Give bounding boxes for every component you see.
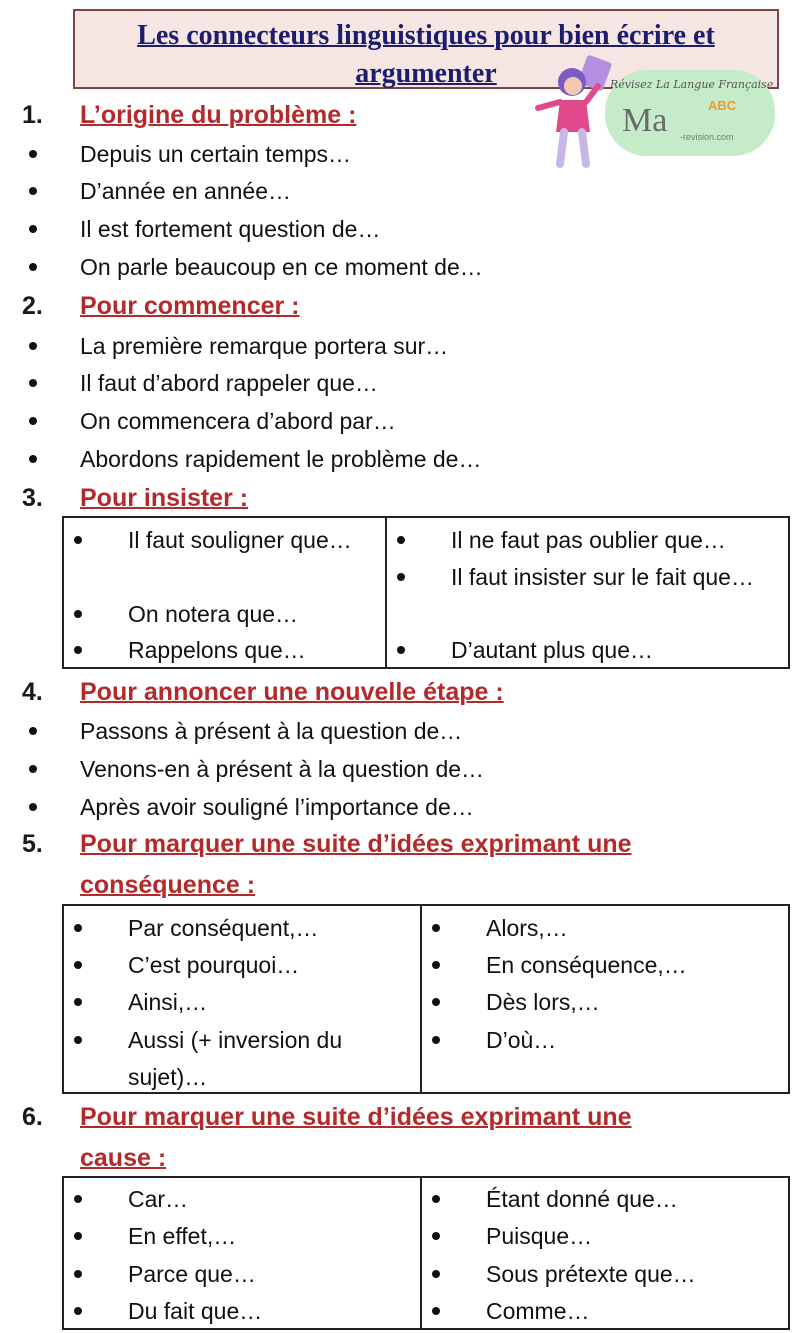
bullet-icon [432,1270,440,1278]
site-logo [530,52,785,170]
consequence-table [62,904,790,1094]
section-number: 5. [22,830,43,858]
logo-brand: Ma [622,102,668,139]
table-column-left: Il faut souligner que… On notera que… Rappelons que… [64,518,387,667]
logo-abc: ABC [708,98,737,113]
section-number: 2. [22,292,43,320]
section-title: Pour marquer une suite d’idées exprimant une [80,830,632,858]
table-column-right: Il ne faut pas oublier que… Il faut insister sur le fait que… D’autant plus que… [387,518,788,667]
bullet-icon [432,1232,440,1240]
bullet-icon [74,998,82,1006]
section-title: L’origine du problème : [80,101,357,129]
bullet-icon [432,1036,440,1044]
title-line-1: Les connecteurs linguistiques pour bien écrire et [137,20,715,51]
bullet-icon [74,536,82,544]
logo-tagline: Révisez La Langue Française [610,78,774,91]
bullet-icon [29,803,37,811]
bullet-icon [29,342,37,350]
section-title: Pour marquer une suite d’idées exprimant une [80,1103,632,1131]
insist-table [62,516,790,669]
bullet-icon [397,646,405,654]
table-column-right: Étant donné que… Puisque… Sous prétexte que… Comme… [422,1178,788,1328]
bullet-icon [29,263,37,271]
table-column-right: Alors,… En conséquence,… Dès lors,… D’où… [422,906,788,1092]
bullet-icon [74,1307,82,1315]
title-line-2: argumenter [355,58,497,89]
bullet-icon [432,1195,440,1203]
section-title: Pour insister : [80,484,249,512]
section-number: 4. [22,678,43,706]
bullet-icon [74,1195,82,1203]
section-title: Pour annoncer une nouvelle étape : [80,678,504,706]
bullet-icon [432,1307,440,1315]
table-column-left: Par conséquent,… C’est pourquoi… Ainsi,… Aussi (+ inversion du sujet)… [64,906,422,1092]
bullet-icon [29,455,37,463]
bullet-icon [29,225,37,233]
bullet-icon [74,1036,82,1044]
bullet-icon [74,1232,82,1240]
section-title: Pour commencer : [80,292,300,320]
bullet-icon [432,998,440,1006]
bullet-icon [29,150,37,158]
bullet-icon [397,536,405,544]
logo-domain: -revision.com [680,132,734,142]
bullet-icon [74,610,82,618]
bullet-icon [29,417,37,425]
bullet-icon [74,924,82,932]
bullet-icon [74,646,82,654]
bullet-icon [432,961,440,969]
bullet-icon [74,1270,82,1278]
table-column-left: Car… En effet,… Parce que… Du fait que… [64,1178,422,1328]
section-title: cause : [80,1144,167,1172]
bullet-icon [432,924,440,932]
section-number: 6. [22,1103,43,1131]
bullet-icon [29,765,37,773]
section-number: 1. [22,101,43,129]
bullet-icon [29,187,37,195]
bullet-icon [29,379,37,387]
section-number: 3. [22,484,43,512]
bullet-icon [29,727,37,735]
bullet-icon [397,573,405,581]
section-title: conséquence : [80,871,256,899]
cause-table [62,1176,790,1330]
bullet-icon [74,961,82,969]
